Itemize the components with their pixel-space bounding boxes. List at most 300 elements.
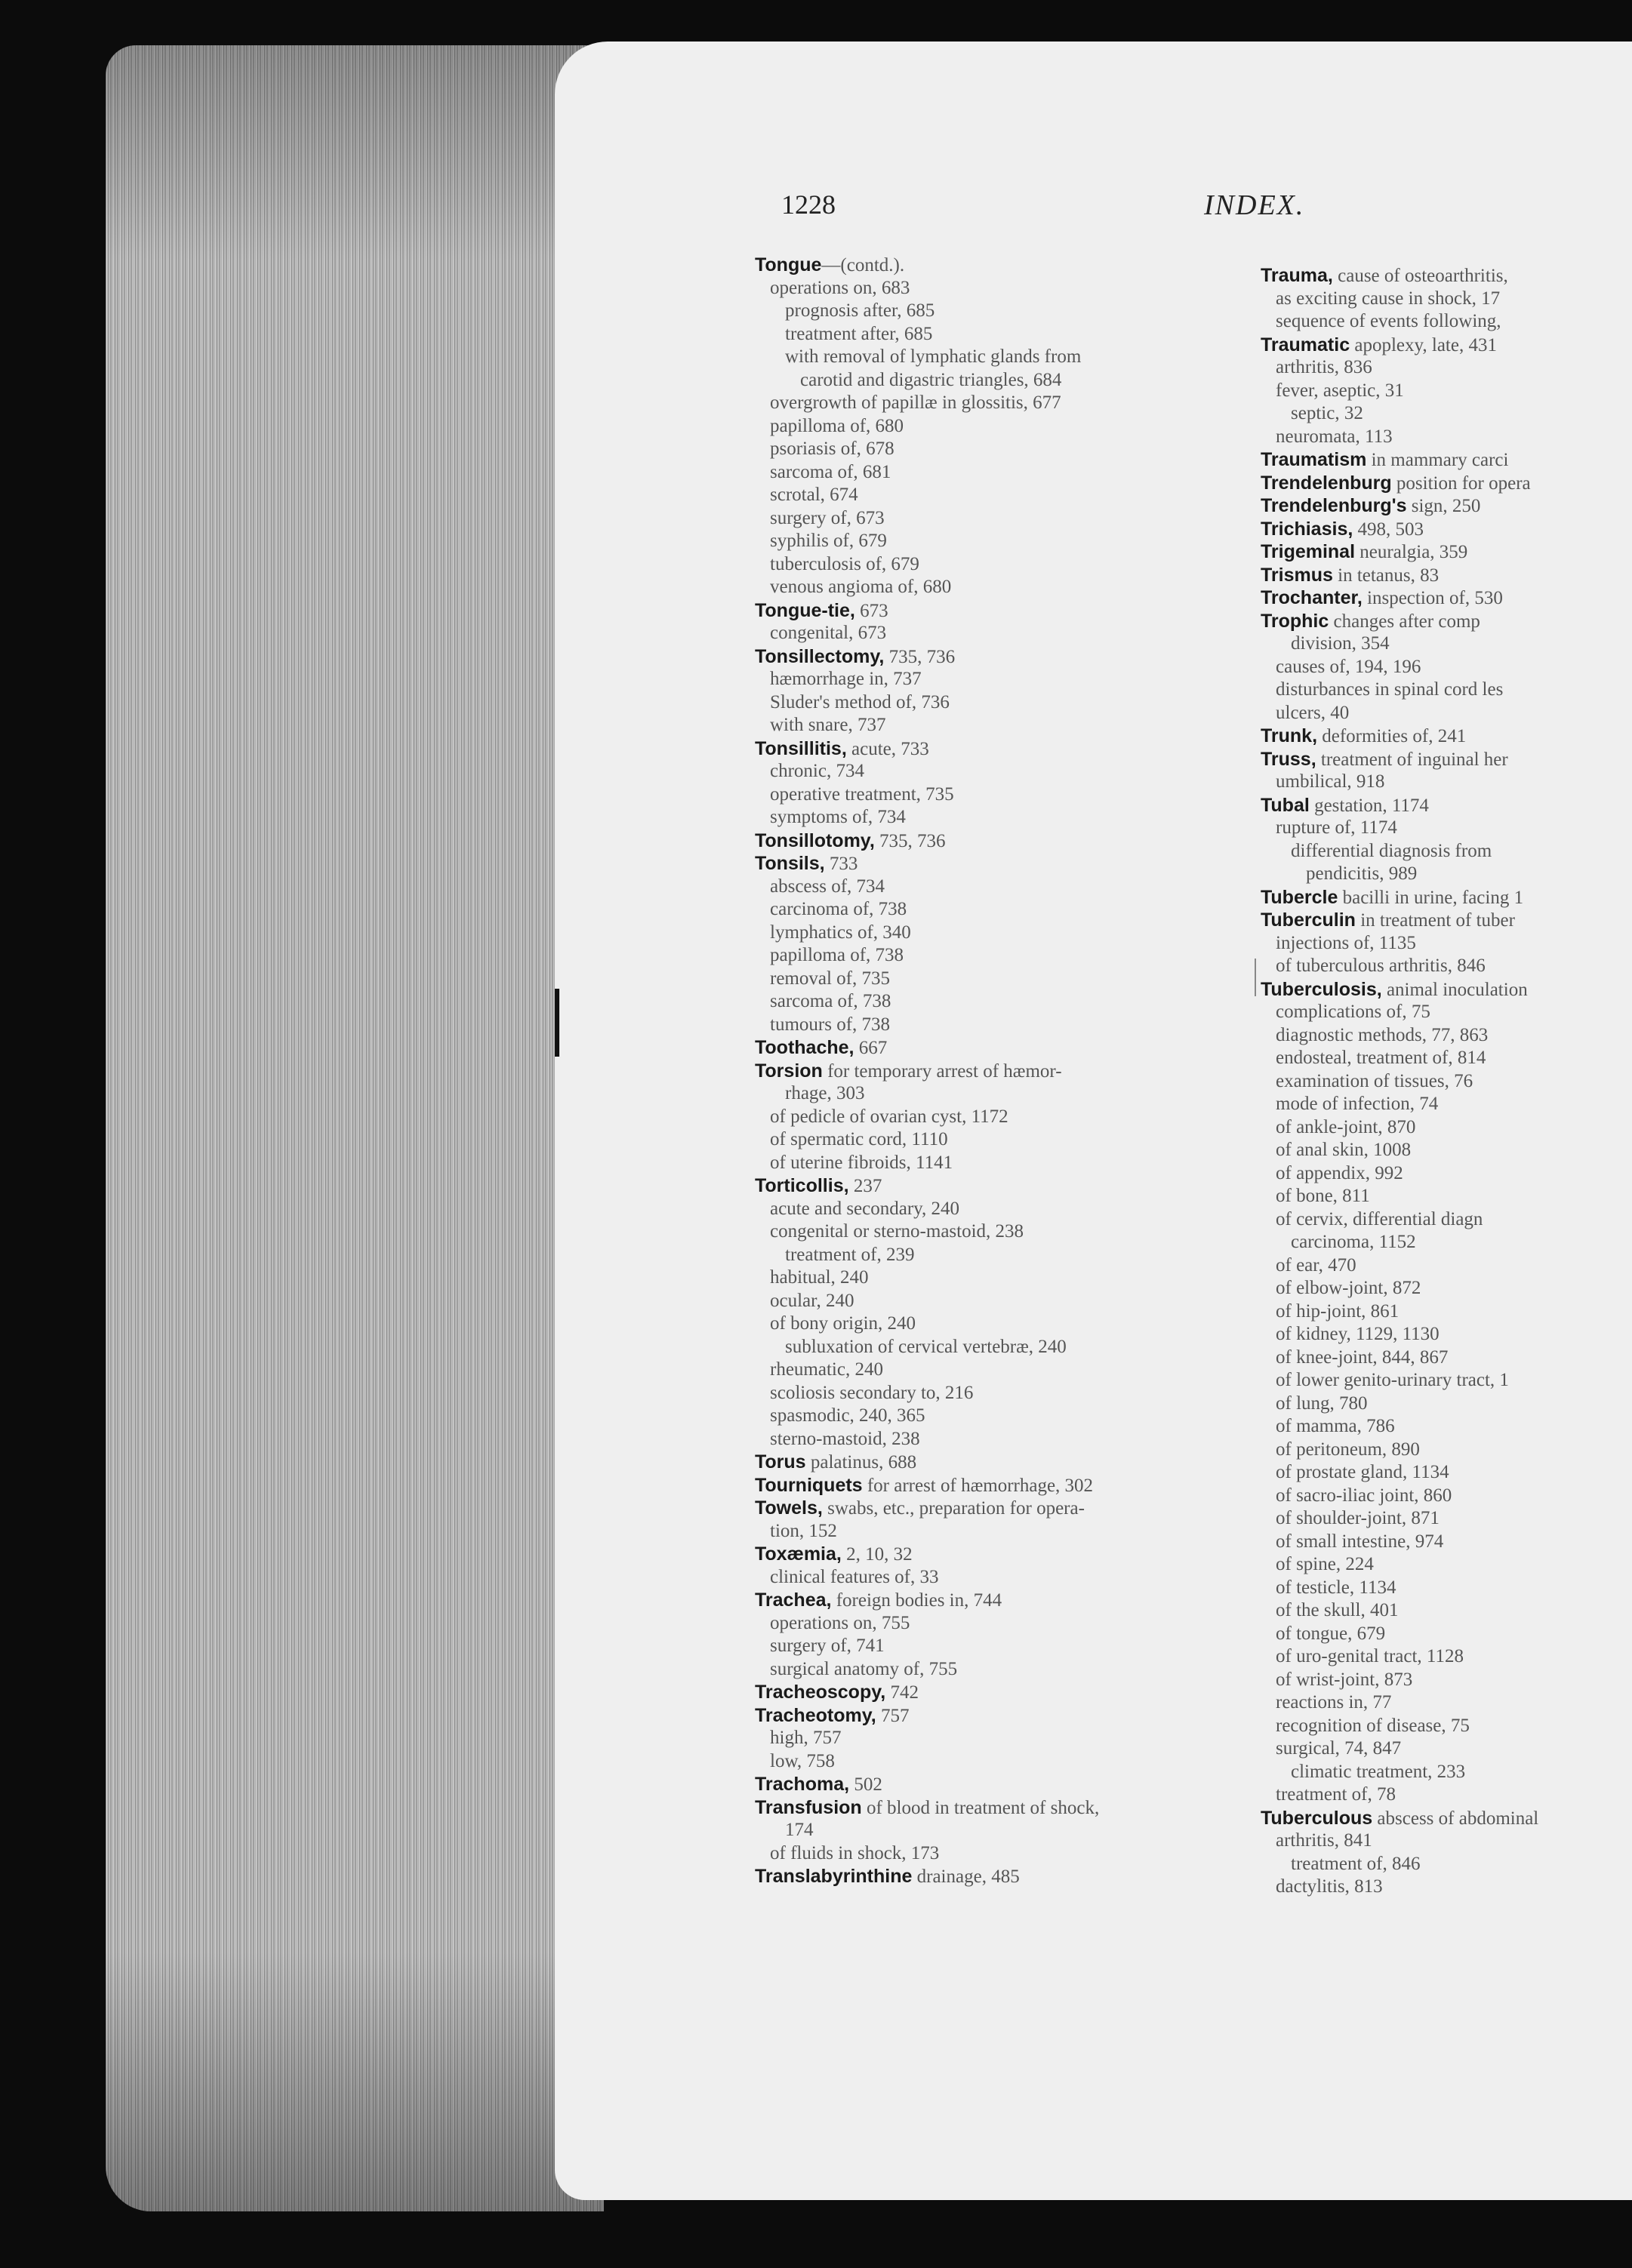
index-subentry: [1261, 1139, 1632, 1162]
index-text: of tongue, 679: [1276, 1623, 1386, 1644]
index-text: diagnostic methods, 77, 863: [1276, 1024, 1489, 1045]
index-subentry: [1261, 1346, 1632, 1370]
index-text: congenital or sterno-mastoid, 238: [770, 1221, 1024, 1242]
index-text: venous angioma of, 680: [770, 577, 952, 597]
index-text: 673: [854, 600, 888, 621]
index-subentry: [1261, 1070, 1632, 1094]
index-subentry: [1261, 679, 1632, 702]
index-subentry: [1261, 1761, 1632, 1784]
index-entry: [755, 645, 1253, 669]
index-text: acute, 733: [846, 738, 929, 759]
index-text: tuberculosis of, 679: [770, 553, 919, 574]
index-subentry: [1261, 932, 1632, 956]
index-text: abscess of, 734: [770, 876, 885, 897]
index-text: low, 758: [770, 1750, 835, 1771]
index-subentry: [1261, 1439, 1632, 1462]
index-text: acute and secondary, 240: [770, 1198, 960, 1219]
index-text: psoriasis of, 678: [770, 439, 895, 459]
index-heading: Tuberculin: [1261, 909, 1356, 931]
index-text: palatinus, 688: [805, 1452, 917, 1473]
index-subentry: [1261, 1737, 1632, 1761]
index-heading: Tubercle: [1261, 886, 1338, 908]
index-text: changes after comp: [1329, 611, 1480, 632]
index-text: 735, 736: [874, 830, 946, 851]
index-text: arthritis, 836: [1276, 357, 1372, 377]
index-text: surgical, 74, 847: [1276, 1738, 1402, 1759]
index-subentry: [1261, 426, 1632, 449]
index-text: as exciting cause in shock, 17: [1276, 288, 1501, 309]
index-text: overgrowth of papillæ in glossitis, 677: [770, 392, 1061, 413]
index-subentry: [755, 1382, 1253, 1405]
index-entry: [755, 599, 1253, 623]
index-entry: [1261, 586, 1632, 610]
index-text: examination of tissues, 76: [1276, 1070, 1473, 1091]
index-text: deformities of, 241: [1317, 726, 1467, 746]
index-heading: Towels,: [755, 1497, 823, 1519]
index-text: lymphatics of, 340: [770, 922, 911, 943]
index-text: 733: [824, 854, 858, 874]
index-subentry: [1261, 1185, 1632, 1208]
index-text: of the skull, 401: [1276, 1600, 1399, 1620]
index-heading: Torus: [755, 1451, 806, 1473]
index-text: apoplexy, late, 431: [1350, 334, 1497, 355]
index-entry: [1261, 978, 1632, 1002]
index-text: of small intestine, 974: [1276, 1531, 1444, 1552]
index-entry: [755, 1474, 1253, 1497]
index-subentry: [755, 346, 1253, 369]
index-subentry: [755, 1635, 1253, 1658]
index-text: position for opera: [1391, 472, 1531, 494]
index-subentry: [755, 323, 1253, 346]
index-entry: [755, 1704, 1253, 1728]
index-text: of elbow-joint, 872: [1276, 1278, 1421, 1298]
index-text: papilloma of, 680: [770, 415, 904, 436]
index-subentry: [755, 438, 1253, 461]
index-subentry: [755, 484, 1253, 507]
index-text: chronic, 734: [770, 761, 864, 781]
index-heading: Tonsillotomy,: [755, 829, 875, 851]
index-subentry: [1261, 1783, 1632, 1807]
index-subentry: [1261, 1669, 1632, 1692]
index-text: sarcoma of, 738: [770, 991, 891, 1011]
index-text: of bone, 811: [1276, 1186, 1370, 1206]
index-entry: [1261, 448, 1632, 472]
index-subentry: [1261, 1277, 1632, 1300]
index-subentry: [1261, 380, 1632, 403]
index-subentry: [755, 1128, 1253, 1152]
index-subentry: [755, 783, 1253, 807]
index-text: of ear, 470: [1276, 1254, 1356, 1276]
index-text: injections of, 1135: [1276, 932, 1416, 953]
index-heading: Trunk,: [1261, 725, 1318, 746]
index-text: division, 354: [1291, 633, 1390, 654]
page-edge-shadow: [106, 45, 604, 2211]
index-text: in treatment of tuber: [1355, 910, 1515, 931]
index-subentry: [1261, 817, 1632, 840]
index-entry: [1261, 518, 1632, 541]
index-text: scoliosis secondary to, 216: [770, 1382, 974, 1403]
index-text: treatment after, 685: [785, 323, 933, 344]
index-text: reactions in, 77: [1276, 1692, 1392, 1713]
index-subentry: [1261, 1553, 1632, 1577]
index-subentry: [755, 990, 1253, 1014]
index-text: papilloma of, 738: [770, 945, 904, 965]
index-text: drainage, 485: [912, 1866, 1020, 1887]
index-text: disturbances in spinal cord les: [1276, 679, 1504, 700]
index-entry: [1261, 610, 1632, 633]
index-subentry: [1261, 702, 1632, 725]
index-heading: Tonsils,: [755, 853, 825, 874]
index-text: sequence of events following,: [1276, 311, 1501, 331]
index-text: bacilli in urine, facing 1: [1338, 887, 1524, 908]
index-text: foreign bodies in, 744: [831, 1590, 1002, 1611]
index-subentry: [755, 944, 1253, 968]
index-text: of lung, 780: [1276, 1392, 1368, 1414]
index-text: operations on, 683: [770, 277, 910, 298]
index-subentry: [1261, 863, 1632, 886]
index-text: of uterine fibroids, 1141: [770, 1152, 953, 1173]
index-subentry: [755, 1106, 1253, 1129]
index-text: inspection of, 530: [1362, 588, 1503, 608]
index-subentry: [1261, 402, 1632, 426]
index-subentry: [1261, 1254, 1632, 1278]
index-text: sterno-mastoid, 238: [770, 1428, 920, 1449]
index-column-left: [755, 254, 1253, 1888]
index-subentry: [1261, 1093, 1632, 1116]
index-subentry: [1261, 1485, 1632, 1508]
index-text: treatment of inguinal her: [1316, 749, 1508, 770]
index-entry: [755, 1773, 1253, 1796]
index-entry: [755, 1796, 1253, 1820]
index-text: sign, 250: [1406, 496, 1481, 516]
index-text: in tetanus, 83: [1332, 565, 1440, 586]
index-heading: Toxæmia,: [755, 1543, 842, 1565]
index-subentry: [1261, 1208, 1632, 1232]
index-subentry: [1261, 1300, 1632, 1324]
index-entry: [755, 1865, 1253, 1888]
index-subentry: [755, 369, 1253, 392]
index-text: 174: [785, 1820, 814, 1840]
index-subentry: [755, 1220, 1253, 1244]
index-text: habitual, 240: [770, 1267, 869, 1288]
index-subentry: [1261, 1024, 1632, 1048]
index-text: dactylitis, 813: [1276, 1876, 1383, 1897]
index-heading: Tuberculosis,: [1261, 978, 1382, 1000]
index-heading: Tourniquets: [755, 1474, 863, 1496]
index-text: neuralgia, 359: [1355, 542, 1468, 562]
index-subentry: [1261, 771, 1632, 794]
index-subentry: [755, 714, 1253, 737]
index-subentry: [1261, 1531, 1632, 1554]
index-subentry: [755, 1082, 1253, 1106]
page-header: [781, 189, 1461, 219]
index-entry: [755, 254, 1253, 277]
index-entry: [1261, 748, 1632, 771]
index-text: for arrest of hæmorrhage, 302: [862, 1475, 1094, 1496]
index-subentry: [755, 1750, 1253, 1774]
index-heading: Tracheoscopy,: [755, 1682, 886, 1703]
index-heading: Tracheotomy,: [755, 1704, 876, 1726]
index-text: congenital, 673: [770, 623, 887, 643]
index-entry: [755, 737, 1253, 761]
index-subentry: [755, 806, 1253, 829]
index-text: operations on, 755: [770, 1612, 910, 1633]
index-subentry: [1261, 1829, 1632, 1853]
index-text: pendicitis, 989: [1306, 863, 1418, 884]
index-text: tumours of, 738: [770, 1014, 891, 1035]
index-subentry: [755, 760, 1253, 783]
index-text: removal of, 735: [770, 968, 890, 989]
index-text: of cervix, differential diagn: [1276, 1208, 1483, 1229]
index-text: causes of, 194, 196: [1276, 656, 1421, 677]
index-heading: Trachea,: [755, 1589, 832, 1611]
index-text: treatment of, 78: [1276, 1784, 1396, 1805]
index-subentry: [755, 1566, 1253, 1589]
index-text: prognosis after, 685: [785, 300, 935, 321]
index-text: fever, aseptic, 31: [1276, 380, 1404, 401]
index-entry: [755, 1589, 1253, 1612]
index-subentry: [1261, 1876, 1632, 1899]
index-text: cause of osteoarthritis,: [1332, 266, 1508, 286]
index-subentry: [1261, 1461, 1632, 1485]
index-text: neuromata, 113: [1276, 426, 1393, 447]
index-text: 735, 736: [884, 646, 956, 667]
index-text: of testicle, 1134: [1276, 1577, 1396, 1598]
index-text: 502: [849, 1774, 882, 1795]
index-heading: Tuberculous: [1261, 1807, 1373, 1829]
index-text: symptoms of, 734: [770, 807, 906, 827]
index-subentry: [1261, 656, 1632, 679]
index-text: carcinoma of, 738: [770, 899, 907, 919]
index-heading: Trichiasis,: [1261, 518, 1353, 540]
index-subentry: [755, 668, 1253, 691]
index-text: Sluder's method of, 736: [770, 691, 950, 712]
index-subentry: [755, 1612, 1253, 1636]
index-entry: [1261, 886, 1632, 909]
index-text: operative treatment, 735: [770, 783, 954, 805]
index-subentry: [1261, 1645, 1632, 1669]
index-subentry: [1261, 1507, 1632, 1531]
index-text: tion, 152: [770, 1520, 837, 1541]
index-entry: [1261, 909, 1632, 932]
index-text: clinical features of, 33: [770, 1566, 939, 1587]
index-text: of appendix, 992: [1276, 1162, 1403, 1183]
index-text: of fluids in shock, 173: [770, 1842, 940, 1863]
index-subentry: [755, 392, 1253, 415]
index-text: for temporary arrest of hæmor-: [822, 1060, 1062, 1082]
index-text: animal inoculation: [1381, 979, 1528, 1000]
index-subentry: [755, 622, 1253, 645]
index-entry: [1261, 1807, 1632, 1830]
index-subentry: [755, 1727, 1253, 1750]
index-heading: Traumatism: [1261, 449, 1367, 470]
index-subentry: [1261, 288, 1632, 311]
index-text: with removal of lymphatic glands from: [785, 346, 1082, 367]
index-subentry: [755, 691, 1253, 715]
index-text: 742: [885, 1682, 919, 1703]
index-subentry: [1261, 1047, 1632, 1070]
index-text: surgery of, 741: [770, 1636, 885, 1656]
index-subentry: [1261, 1623, 1632, 1646]
index-subentry: [755, 553, 1253, 577]
index-entry: [755, 1060, 1253, 1083]
index-text: carcinoma, 1152: [1291, 1232, 1416, 1252]
index-text: rupture of, 1174: [1276, 817, 1397, 838]
index-subentry: [755, 1014, 1253, 1037]
index-heading: Torsion: [755, 1060, 823, 1082]
index-text: —(contd.).: [821, 255, 905, 275]
index-text: with snare, 737: [770, 715, 886, 735]
index-text: of mamma, 786: [1276, 1416, 1395, 1436]
index-subentry: [755, 461, 1253, 485]
index-text: hæmorrhage in, 737: [770, 669, 922, 689]
index-subentry: [755, 1152, 1253, 1175]
index-text: of peritoneum, 890: [1276, 1439, 1420, 1460]
index-subentry: [755, 1520, 1253, 1543]
index-entry: [1261, 794, 1632, 817]
index-subentry: [755, 1290, 1253, 1313]
index-heading: Trendelenburg: [1261, 472, 1392, 494]
index-subentry: [1261, 1116, 1632, 1140]
index-subentry: [755, 1198, 1253, 1221]
page-number: 1228: [781, 189, 836, 220]
index-text: of sacro-iliac joint, 860: [1276, 1485, 1452, 1506]
index-text: of blood in treatment of shock,: [861, 1797, 1100, 1818]
index-subentry: [755, 1405, 1253, 1428]
index-text: swabs, etc., preparation for opera-: [822, 1498, 1085, 1519]
index-subentry: [1261, 1231, 1632, 1254]
index-text: differential diagnosis from: [1291, 840, 1492, 861]
index-heading: Tubal: [1261, 794, 1310, 816]
index-heading: Trismus: [1261, 564, 1333, 586]
index-text: 237: [848, 1176, 882, 1196]
index-subentry: [755, 300, 1253, 323]
index-subentry: [755, 1428, 1253, 1451]
index-text: of tuberculous arthritis, 846: [1276, 956, 1486, 976]
index-text: of kidney, 1129, 1130: [1276, 1324, 1440, 1344]
index-subentry: [755, 968, 1253, 991]
index-text: of pedicle of ovarian cyst, 1172: [770, 1106, 1008, 1127]
index-entry: [755, 1497, 1253, 1520]
index-subentry: [755, 576, 1253, 599]
index-heading: Tongue-tie,: [755, 599, 855, 621]
index-heading: Traumatic: [1261, 334, 1350, 355]
index-subentry: [1261, 1392, 1632, 1416]
index-text: abscess of abdominal: [1372, 1808, 1539, 1829]
index-heading: Trochanter,: [1261, 587, 1363, 608]
index-text: arthritis, 841: [1276, 1830, 1372, 1851]
index-text: of spine, 224: [1276, 1554, 1374, 1574]
index-text: treatment of, 239: [785, 1244, 915, 1265]
index-subentry: [1261, 955, 1632, 978]
index-heading: Translabyrinthine: [755, 1866, 913, 1887]
index-text: mode of infection, 74: [1276, 1094, 1439, 1114]
index-text: of shoulder-joint, 871: [1276, 1508, 1440, 1528]
index-heading: Transfusion: [755, 1796, 862, 1818]
column-divider: [1255, 959, 1256, 996]
index-text: high, 757: [770, 1728, 842, 1748]
index-subentry: [1261, 1323, 1632, 1346]
index-entry: [755, 1543, 1253, 1566]
index-text: ocular, 240: [770, 1290, 854, 1311]
index-subentry: [1261, 310, 1632, 334]
index-subentry: [1261, 1001, 1632, 1024]
index-subentry: [755, 1336, 1253, 1359]
index-heading: Tongue: [755, 254, 822, 275]
index-text: of knee-joint, 844, 867: [1276, 1346, 1449, 1368]
index-subentry: [755, 1658, 1253, 1682]
index-text: spasmodic, 240, 365: [770, 1405, 925, 1426]
index-subentry: [755, 507, 1253, 531]
index-subentry: [1261, 1691, 1632, 1715]
index-subentry: [1261, 840, 1632, 863]
index-entry: [1261, 494, 1632, 518]
index-text: of ankle-joint, 870: [1276, 1116, 1416, 1137]
index-text: climatic treatment, 233: [1291, 1761, 1466, 1782]
index-text: sarcoma of, 681: [770, 461, 891, 482]
index-text: ulcers, 40: [1276, 702, 1350, 723]
index-subentry: [1261, 1853, 1632, 1876]
index-heading: Torticollis,: [755, 1175, 849, 1196]
index-text: 667: [854, 1038, 888, 1058]
index-entry: [1261, 564, 1632, 587]
index-text: of wrist-joint, 873: [1276, 1669, 1413, 1690]
index-heading: Truss,: [1261, 748, 1316, 770]
index-subentry: [755, 530, 1253, 553]
index-text: of spermatic cord, 1110: [770, 1129, 948, 1149]
index-text: gestation, 1174: [1309, 795, 1429, 816]
index-text: of lower genito-urinary tract, 1: [1276, 1370, 1509, 1390]
index-subentry: [755, 1266, 1253, 1290]
index-text: surgery of, 673: [770, 507, 885, 528]
index-column-right: [1261, 264, 1632, 1899]
index-text: in mammary carci: [1366, 450, 1509, 470]
index-subentry: [755, 1819, 1253, 1842]
index-text: 2, 10, 32: [841, 1544, 913, 1565]
index-subentry: [1261, 1599, 1632, 1623]
index-text: rhage, 303: [785, 1083, 865, 1103]
index-subentry: [755, 415, 1253, 439]
index-entry: [1261, 334, 1632, 357]
index-subentry: [1261, 1715, 1632, 1738]
index-subentry: [755, 1244, 1253, 1267]
index-entry: [755, 1451, 1253, 1474]
index-text: 498, 503: [1353, 519, 1424, 540]
index-text: complications of, 75: [1276, 1002, 1430, 1022]
index-text: recognition of disease, 75: [1276, 1715, 1470, 1736]
index-heading: Trachoma,: [755, 1774, 850, 1795]
index-text: of uro-genital tract, 1128: [1276, 1646, 1464, 1666]
index-text: septic, 32: [1291, 403, 1363, 423]
index-heading: Trendelenburg's: [1261, 495, 1407, 516]
index-entry: [1261, 540, 1632, 564]
index-entry: [755, 852, 1253, 876]
index-entry: [755, 1036, 1253, 1060]
index-subentry: [755, 1842, 1253, 1866]
index-subentry: [755, 277, 1253, 300]
index-heading: Trigeminal: [1261, 541, 1356, 562]
index-text: 757: [876, 1705, 910, 1726]
index-subentry: [1261, 356, 1632, 380]
index-entry: [1261, 264, 1632, 288]
index-heading: Tonsillitis,: [755, 737, 847, 759]
index-subentry: [755, 898, 1253, 922]
index-subentry: [1261, 1369, 1632, 1392]
index-entry: [1261, 725, 1632, 748]
page-title: INDEX.: [1204, 189, 1305, 221]
index-heading: Trophic: [1261, 610, 1329, 632]
index-text: umbilical, 918: [1276, 771, 1385, 792]
